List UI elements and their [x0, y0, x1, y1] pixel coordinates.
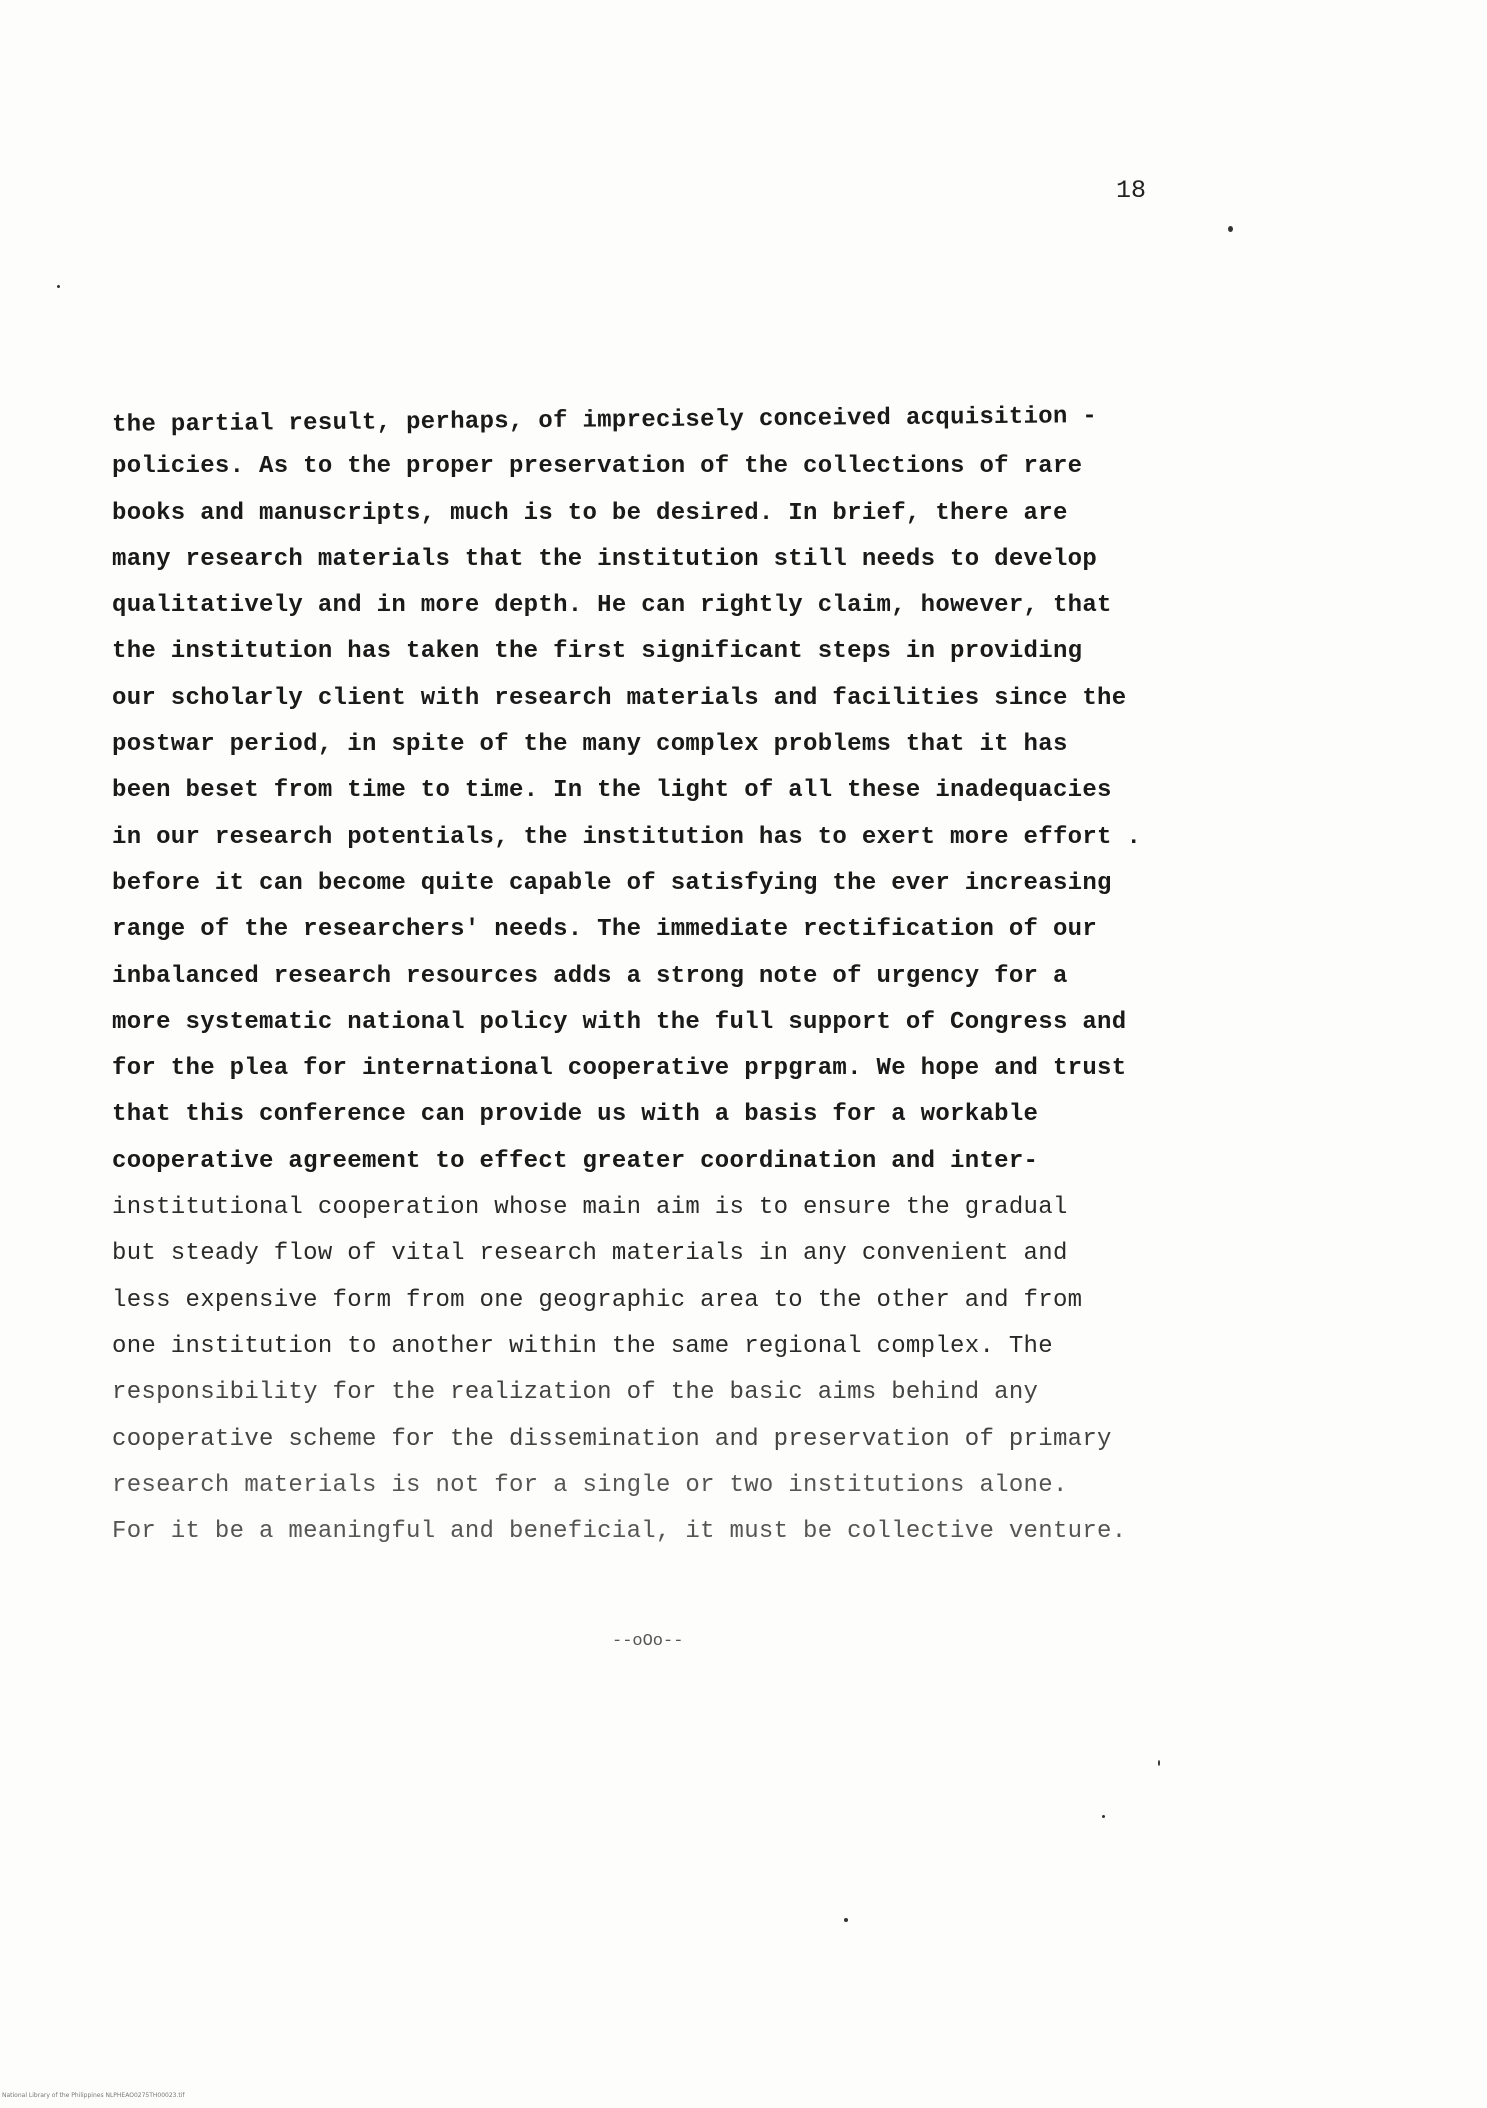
end-mark: --oOo-- — [612, 1632, 684, 1651]
scan-speck — [1228, 226, 1233, 232]
text-line: responsibility for the realization of the basic aims behind any — [112, 1379, 1039, 1407]
text-line: books and manuscripts, much is to be desired. In brief, there are — [112, 499, 1068, 527]
body-paragraph — [112, 398, 1202, 1555]
text-line: postwar period, in spite of the many complex problems that it has — [112, 731, 1068, 759]
text-line: but steady flow of vital research materials in any convenient and — [112, 1240, 1068, 1268]
text-line: before it can become quite capable of satisfying the ever increasing — [112, 869, 1112, 897]
page-number: 18 — [1116, 176, 1147, 205]
text-line: inbalanced research resources adds a strong note of urgency for a — [112, 962, 1068, 990]
text-line: that this conference can provide us with a basis for a workable — [112, 1101, 1039, 1129]
text-line: policies. As to the proper preservation of the collections of rare — [112, 453, 1083, 481]
text-line: less expensive form from one geographic area to the other and from — [112, 1286, 1083, 1314]
text-line: more systematic national policy with the full support of Congress and — [112, 1008, 1127, 1036]
text-line: institutional cooperation whose main aim is to ensure the gradual — [112, 1194, 1068, 1222]
text-line: the partial result, perhaps, of imprecisely conceived acquisition - — [111, 403, 1098, 439]
scan-speck — [844, 1918, 848, 1922]
scan-speck — [1158, 1760, 1160, 1766]
scan-speck — [57, 285, 60, 288]
text-line: the institution has taken the first significant steps in providing — [112, 638, 1083, 666]
text-line: many research materials that the institution still needs to develop — [112, 545, 1098, 573]
text-line: range of the researchers' needs. The immediate rectification of our — [112, 916, 1098, 944]
text-line: cooperative scheme for the dissemination and preservation of primary — [112, 1425, 1112, 1453]
text-line: been beset from time to time. In the light of all these inadequacies — [112, 777, 1112, 805]
archive-stamp: National Library of the Philippines NLPHEAO0275TH00023.tif — [2, 2092, 185, 2099]
text-line: for the plea for international cooperative prpgram. We hope and trust — [112, 1055, 1127, 1083]
text-line: one institution to another within the same regional complex. The — [112, 1332, 1053, 1360]
text-line: in our research potentials, the institution has to exert more effort . — [112, 823, 1142, 851]
text-line: For it be a meaningful and beneficial, it must be collective venture. — [112, 1518, 1127, 1546]
text-line: cooperative agreement to effect greater coordination and inter- — [112, 1147, 1039, 1175]
text-line: qualitatively and in more depth. He can rightly claim, however, that — [112, 592, 1112, 620]
text-line: research materials is not for a single or two institutions alone. — [112, 1471, 1068, 1499]
scan-speck — [1102, 1815, 1105, 1818]
text-line: our scholarly client with research materials and facilities since the — [112, 684, 1127, 712]
